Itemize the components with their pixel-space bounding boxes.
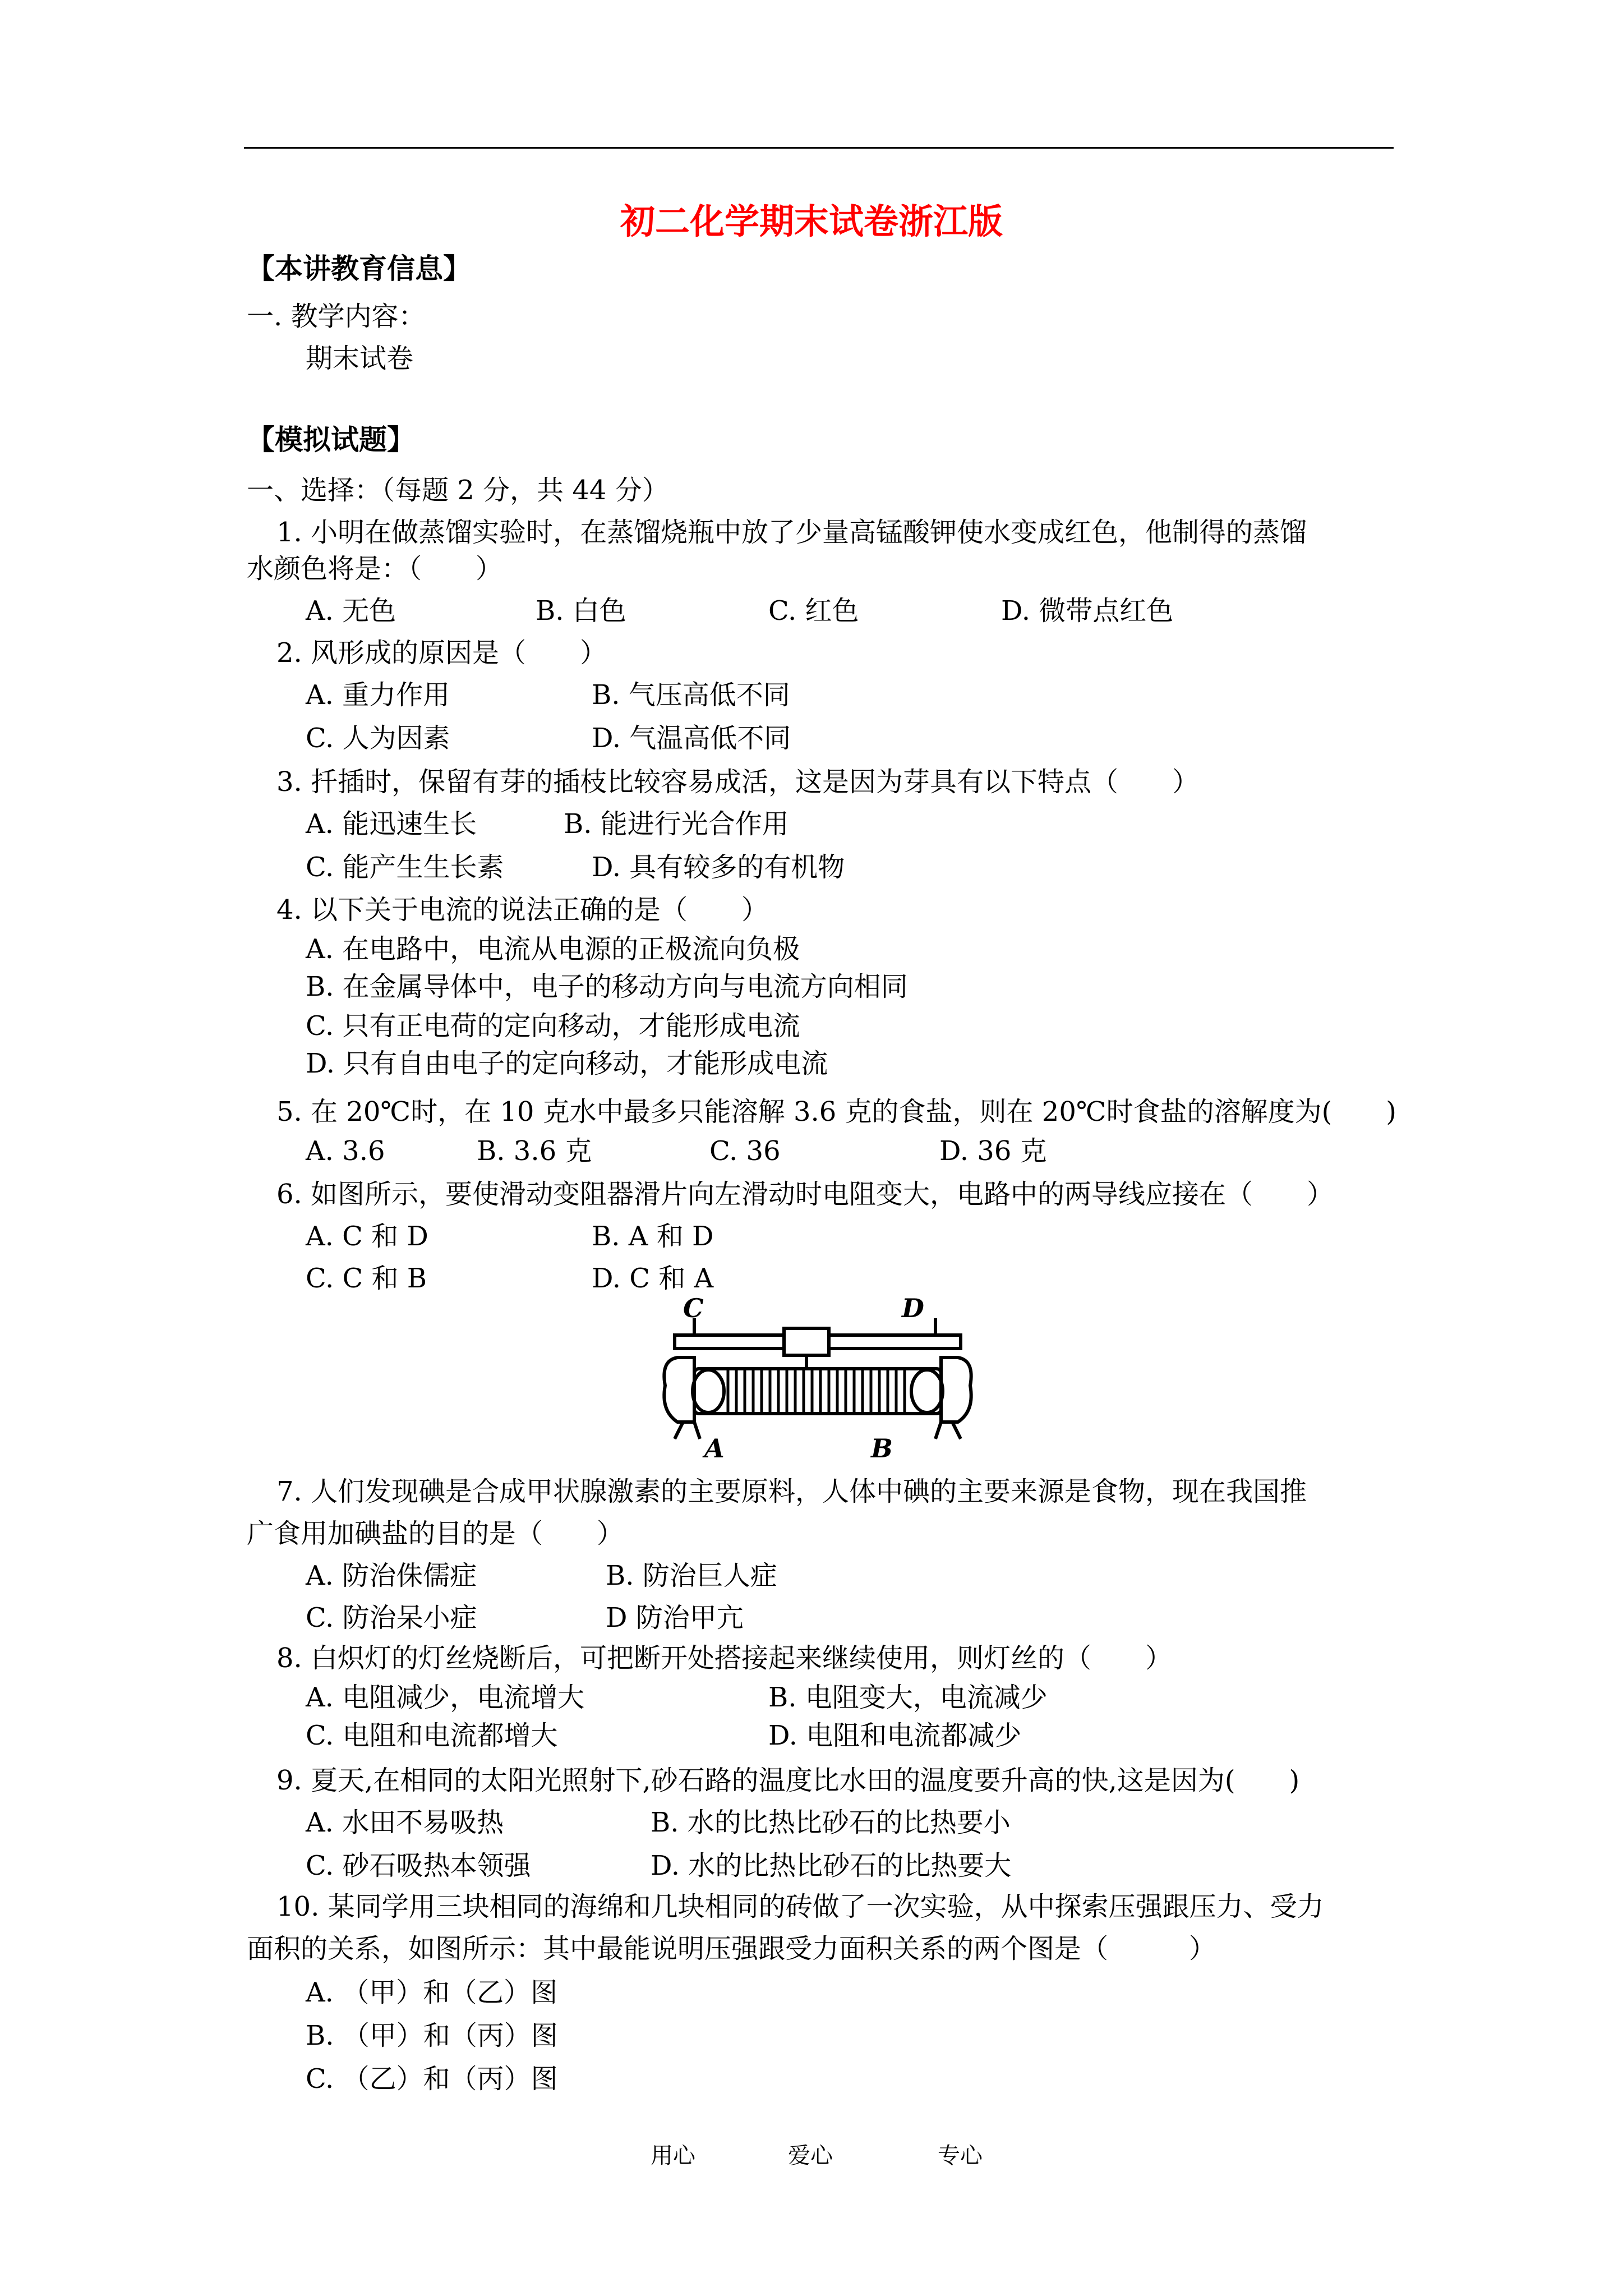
q6-option-d: D. C 和 A <box>592 1263 714 1294</box>
info-header: 【本讲教育信息】 <box>247 252 471 285</box>
q1-option-a: A. 无色 <box>306 595 396 627</box>
section-heading: 一、选择：（每题 2 分，共 44 分） <box>247 475 669 506</box>
q4-option-d: D. 只有自由电子的定向移动，才能形成电流 <box>306 1048 828 1079</box>
q6-stem: 6. 如图所示，要使滑动变阻器滑片向左滑动时电阻变大，电路中的两导线应接在（ ） <box>276 1179 1334 1210</box>
q8-option-c: C. 电阻和电流都增大 <box>306 1720 558 1751</box>
q6-option-a: A. C 和 D <box>306 1221 428 1252</box>
q7-option-d: D 防治甲亢 <box>606 1602 744 1634</box>
q8-option-d: D. 电阻和电流都减少 <box>768 1720 1022 1751</box>
page-title: 初二化学期末试卷浙江版 <box>620 201 1003 242</box>
q5-stem: 5. 在 20℃时，在 10 克水中最多只能溶解 3.6 克的食盐，则在 20℃时食盐的溶解度为( ) <box>276 1096 1397 1128</box>
q3-option-d: D. 具有较多的有机物 <box>592 852 845 883</box>
q8-option-b: B. 电阻变大，电流减少 <box>768 1682 1048 1713</box>
q5-option-a: A. 3.6 <box>306 1135 385 1167</box>
q9-option-c: C. 砂石吸热本领强 <box>306 1850 531 1881</box>
q7-option-b: B. 防治巨人症 <box>606 1560 777 1591</box>
q5-option-b: B. 3.6 克 <box>477 1135 592 1167</box>
q1-option-b: B. 白色 <box>536 595 626 627</box>
q10-stem-line1: 10. 某同学用三块相同的海绵和几块相同的砖做了一次实验，从中探索压强跟压力、受力 <box>276 1891 1324 1922</box>
q2-option-a: A. 重力作用 <box>306 679 450 711</box>
q4-option-a: A. 在电路中，电流从电源的正极流向负极 <box>306 933 800 965</box>
sim-header: 【模拟试题】 <box>247 424 415 456</box>
q8-option-a: A. 电阻减少，电流增大 <box>306 1682 585 1713</box>
q1-option-d: D. 微带点红色 <box>1001 595 1174 627</box>
q10-stem-line2: 面积的关系，如图所示：其中最能说明压强跟受力面积关系的两个图是（ ） <box>247 1933 1216 1964</box>
q6-option-c: C. C 和 B <box>306 1263 427 1294</box>
q3-option-b: B. 能进行光合作用 <box>564 808 789 840</box>
q9-option-a: A. 水田不易吸热 <box>306 1807 504 1838</box>
q3-option-a: A. 能迅速生长 <box>306 808 477 840</box>
footer-word-2: 爱心 <box>788 2143 833 2169</box>
q6-option-b: B. A 和 D <box>592 1221 714 1252</box>
footer-word-1: 用心 <box>651 2143 695 2169</box>
q9-stem: 9. 夏天,在相同的太阳光照射下,砂石路的温度比水田的温度要升高的快,这是因为( ) <box>276 1765 1300 1796</box>
rheostat-figure <box>655 1296 980 1458</box>
q7-option-a: A. 防治侏儒症 <box>306 1560 477 1591</box>
q9-option-d: D. 水的比热比砂石的比热要大 <box>651 1850 1012 1881</box>
fig-label-c: C <box>683 1296 704 1323</box>
q10-option-a: A. （甲）和（乙）图 <box>306 1977 558 2008</box>
q7-option-c: C. 防治呆小症 <box>306 1602 477 1634</box>
q5-option-c: C. 36 <box>709 1135 781 1167</box>
q7-stem-line1: 7. 人们发现碘是合成甲状腺激素的主要原料，人体中碘的主要来源是食物，现在我国推 <box>276 1476 1307 1507</box>
q4-stem: 4. 以下关于电流的说法正确的是（ ） <box>276 894 769 926</box>
content-value: 期末试卷 <box>306 343 414 374</box>
top-rule <box>244 147 1394 149</box>
q2-stem: 2. 风形成的原因是（ ） <box>276 637 607 669</box>
content-label: 一. 教学内容： <box>247 301 426 332</box>
q10-option-b: B. （甲）和（丙）图 <box>306 2020 558 2051</box>
fig-label-b: B <box>871 1433 893 1458</box>
q1-stem-line1: 1. 小明在做蒸馏实验时，在蒸馏烧瓶中放了少量高锰酸钾使水变成红色，他制得的蒸馏 <box>276 517 1307 548</box>
q4-option-b: B. 在金属导体中，电子的移动方向与电流方向相同 <box>306 971 908 1002</box>
q8-stem: 8. 白炽灯的灯丝烧断后，可把断开处搭接起来继续使用，则灯丝的（ ） <box>276 1642 1173 1674</box>
q3-stem: 3. 扦插时，保留有芽的插枝比较容易成活，这是因为芽具有以下特点（ ） <box>276 766 1200 798</box>
q7-stem-line2: 广食用加碘盐的目的是（ ） <box>247 1518 624 1549</box>
q2-option-b: B. 气压高低不同 <box>592 679 790 711</box>
q5-option-d: D. 36 克 <box>939 1135 1047 1167</box>
q1-option-c: C. 红色 <box>768 595 859 627</box>
fig-label-a: A <box>704 1433 725 1458</box>
footer-word-3: 专心 <box>938 2143 983 2169</box>
q9-option-b: B. 水的比热比砂石的比热要小 <box>651 1807 1011 1838</box>
q2-option-c: C. 人为因素 <box>306 723 450 754</box>
q1-stem-line2: 水颜色将是：（ ） <box>247 553 503 585</box>
q10-option-c: C. （乙）和（丙）图 <box>306 2063 558 2095</box>
fig-label-d: D <box>902 1296 924 1323</box>
q2-option-d: D. 气温高低不同 <box>592 723 791 754</box>
q3-option-c: C. 能产生生长素 <box>306 852 504 883</box>
q4-option-c: C. 只有正电荷的定向移动，才能形成电流 <box>306 1010 800 1042</box>
